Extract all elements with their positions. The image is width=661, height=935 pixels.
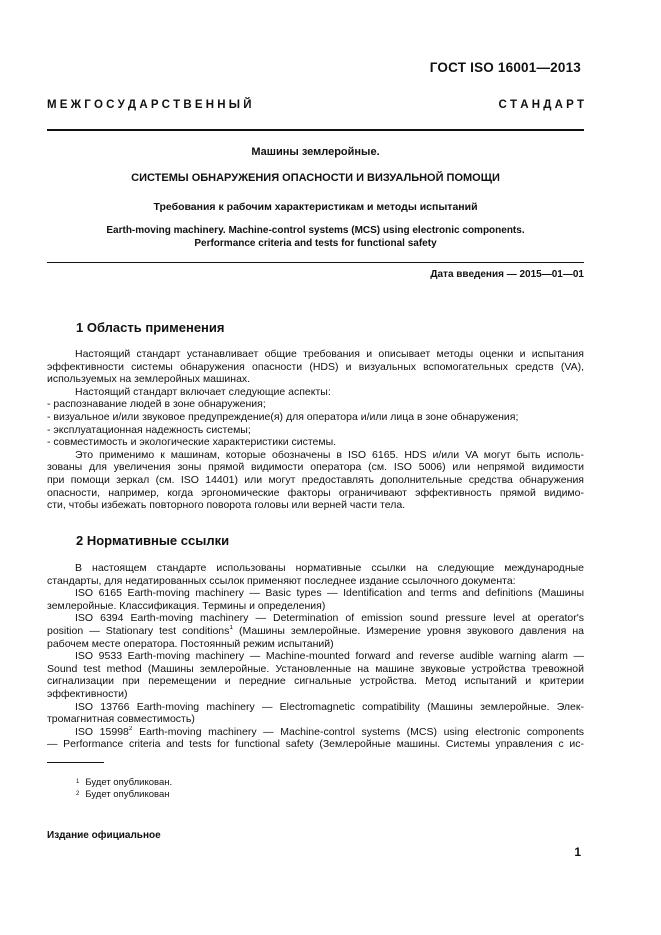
text-line: при помощи зеркал (см. ISO 14401) или могут предоставлять дополнительные средства обнаружения xyxy=(47,473,584,486)
footnote-rule xyxy=(47,762,104,763)
banner-word-standard: С Т А Н Д А Р Т xyxy=(498,99,584,111)
text-line: В настоящем стандарте использованы нормативные ссылки на следующие международные xyxy=(75,562,584,574)
footnote-ref-2: 2 xyxy=(128,725,133,732)
footnote-mark: 2 xyxy=(76,791,80,797)
banner-word-interstate: М Е Ж Г О С У Д А Р С Т В Е Н Н Ы Й xyxy=(47,99,252,111)
list-item: - совместимость и экологические характеристики системы. xyxy=(47,436,337,449)
reference-text: (Машины землеройные. Измерение уровня звукового давления на xyxy=(233,624,584,637)
title-line-2: СИСТЕМЫ ОБНАРУЖЕНИЯ ОПАСНОСТИ И ВИЗУАЛЬНОЙ ПОМОЩИ xyxy=(131,172,500,184)
reference-text: ISO 15998 xyxy=(75,725,129,738)
reference-line: землеройные. Классификация. Термины и определения) xyxy=(47,599,326,612)
reference-line: — Performance criteria and tests for functional safety (Землеройные машины. Системы управления с ис- xyxy=(47,738,584,751)
reference-line: Sound test method (Машины землеройные. Установленные на машине звуковые устройства тревожной xyxy=(47,662,584,675)
title-line-3: Требования к рабочим характеристикам и методы испытаний xyxy=(153,201,478,213)
reference-line: эффективности) xyxy=(47,687,128,700)
reference-line: сигнализации при перемещении и передние сигнальные устройства. Метод испытаний и критерии xyxy=(47,675,584,688)
text-line: эффективности системы обнаружения опасности (HDS) и визуальных вспомогательных средств (VA), xyxy=(47,360,584,373)
text-line: Это применимо к машинам, которые обозначены в ISO 6165. HDS и/или VA могут быть исполь- xyxy=(75,448,584,461)
reference-text: position — Stationary test conditions xyxy=(47,624,230,637)
footnote-1 xyxy=(76,777,172,788)
list-item: - эксплуатационная надежность системы; xyxy=(47,423,251,436)
footnote-text: Будет опубликован xyxy=(85,789,170,800)
section-2-body xyxy=(47,562,584,751)
text-line: стандарты, для недатированных ссылок применяют последнее издание ссылочного документа: xyxy=(47,574,516,587)
title-english xyxy=(47,225,584,250)
text-line: Настоящий стандарт включает следующие аспекты: xyxy=(75,385,331,398)
title-english-line-1: Earth-moving machinery. Machine-control systems (MCS) using electronic components. xyxy=(106,225,525,236)
page-number: 1 xyxy=(574,845,581,859)
reference-line xyxy=(47,625,584,638)
footnote-2 xyxy=(76,789,169,800)
header-rule xyxy=(47,129,584,131)
list-item: - визуальное и/или звуковое предупреждение(я) для оператора и/или лица в зоне обнаружения; xyxy=(47,410,519,423)
footnote-mark: 1 xyxy=(76,779,80,785)
document-code: ГОСТ ISO 16001—2013 xyxy=(429,60,581,75)
text-line: Настоящий стандарт устанавливает общие требования и описывает методы оценки и испытания xyxy=(75,348,584,360)
footnote-text: Будет опубликован. xyxy=(85,777,173,788)
reference-line xyxy=(47,726,584,739)
title-line-1: Машины землеройные. xyxy=(251,146,380,158)
reference-line: ISO 9533 Earth-moving machinery — Machine-mounted forward and reverse audible warning alarm — xyxy=(75,650,584,663)
text-line: сти, чтобы избежать повторного поворота головы или верней части тела. xyxy=(47,499,406,512)
standard-banner xyxy=(47,99,584,111)
text-line: опасности, например, когда эргономические факторы ограничивают эффективность прямой видимо- xyxy=(47,486,584,499)
text-line: используемых на землеройных машинах. xyxy=(47,373,251,386)
reference-line: рабочем месте оператора. Постоянный режим испытаний) xyxy=(47,637,334,650)
reference-line: ISO 6165 Earth-moving machinery — Basic types — Identification and terms and definitions (Машины xyxy=(75,587,584,600)
section-1-body xyxy=(47,348,584,512)
reference-line: ISO 6394 Earth-moving machinery — Determination of emission sound pressure level at operator's xyxy=(75,612,584,625)
reference-line: ISO 13766 Earth-moving machinery — Electromagnetic compatibility (Машины землеройные. Элек- xyxy=(75,700,584,713)
title-rule xyxy=(47,262,584,263)
section-2-heading: 2 Нормативные ссылки xyxy=(76,533,230,548)
reference-line: тромагнитная совместимость) xyxy=(47,713,195,726)
footnote-ref-1: 1 xyxy=(229,624,233,631)
introduction-date: Дата введения — 2015—01—01 xyxy=(430,269,584,280)
list-item: - распознавание людей в зоне обнаружения; xyxy=(47,398,266,411)
edition-label: Издание официальное xyxy=(47,830,161,841)
title-english-line-2: Performance criteria and tests for functional safety xyxy=(194,237,437,249)
section-1-heading: 1 Область применения xyxy=(76,320,225,335)
reference-text: Earth-moving machinery — Machine-control systems (MCS) using electronic components xyxy=(132,725,584,738)
text-line: зованы для увеличения зоны прямой видимости оператора (см. ISO 5006) или непрямой видимости xyxy=(47,461,584,474)
